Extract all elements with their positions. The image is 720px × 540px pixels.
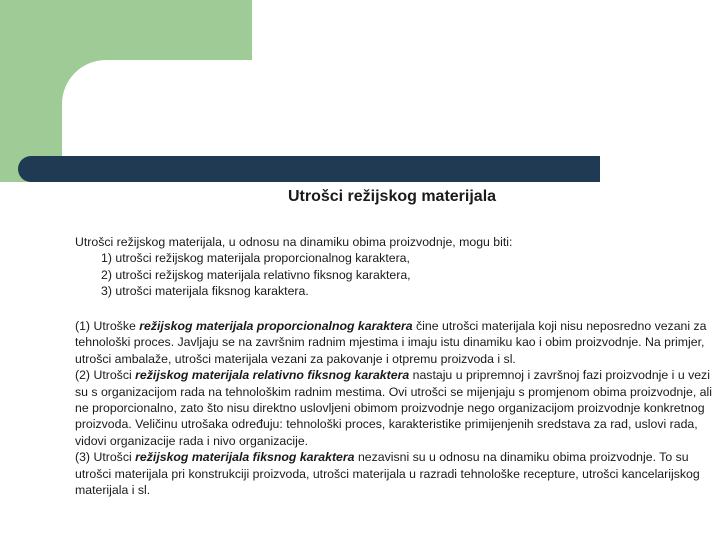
- paragraph-text: čine utrošci materijala koji nisu neposredno vezani za tehnološki proces. Javljaju se na završnim radnim mjestima i imaju istu dinamiku kao i obim proizvodnje. Na primjer, utrošci ambalaže, utrošci materijala vezani za pakovanje i otpremu proizvoda i sl.: [75, 319, 707, 366]
- slide-title: Utrošci režijskog materijala: [287, 188, 497, 205]
- title-bar: [18, 156, 600, 182]
- paragraph-fixed: [75, 449, 715, 498]
- list-item: 1) utrošci režijskog materijala proporcionalnog karaktera,: [101, 251, 410, 266]
- intro-list: [75, 234, 715, 299]
- paragraph-proportional: [75, 318, 715, 367]
- paragraph-relatively-fixed: [75, 367, 715, 449]
- paragraph-emphasis: režijskog materijala fiksnog karaktera: [135, 450, 355, 465]
- paragraph-prefix: (1) Utroške: [75, 319, 140, 333]
- list-item: 2) utrošci režijskog materijala relativno fiksnog karaktera,: [101, 267, 411, 282]
- paragraph-emphasis: režijskog materijala relativno fiksnog karaktera: [135, 368, 410, 383]
- paragraph-text: nezavisni su u odnosu na dinamiku obima proizvodnje. To su utrošci materijala pri konstrukciji proizvoda, utrošci materijala u razradi tehnološke recepture, utrošci kancelarijskog materijala i sl.: [75, 450, 700, 498]
- paragraph-prefix: (3) Utrošci: [75, 450, 136, 465]
- intro-lead: Utrošci režijskog materijala, u odnosu na dinamiku obima proizvodnje, mogu biti:: [75, 235, 513, 249]
- body-text: [75, 318, 715, 498]
- list-item: 3) utrošci materijala fiksnog karaktera.: [101, 283, 309, 298]
- paragraph-emphasis: režijskog materijala proporcionalnog karaktera: [139, 319, 413, 333]
- paragraph-text: nastaju u pripremnoj i završnoj fazi proizvodnje i u vezi su s organizacijom rada na tehnološkim radnim mestima. Ovi utrošci se mijenjaju s promjenom obima proizvodnje, ali ne proporcionalno, zato što nisu direktno uslovljeni obimom proizvodnje nego organizacijom proizvodnje konkretnog proizvoda. Veličinu utrošaka određuju: tehnološki proces, karakteristike primijenjenih sredstava za rad, uslovi rada, vidovi organizacije rada i nivo organizacije.: [75, 368, 712, 448]
- paragraph-prefix: (2) Utrošci: [75, 368, 136, 383]
